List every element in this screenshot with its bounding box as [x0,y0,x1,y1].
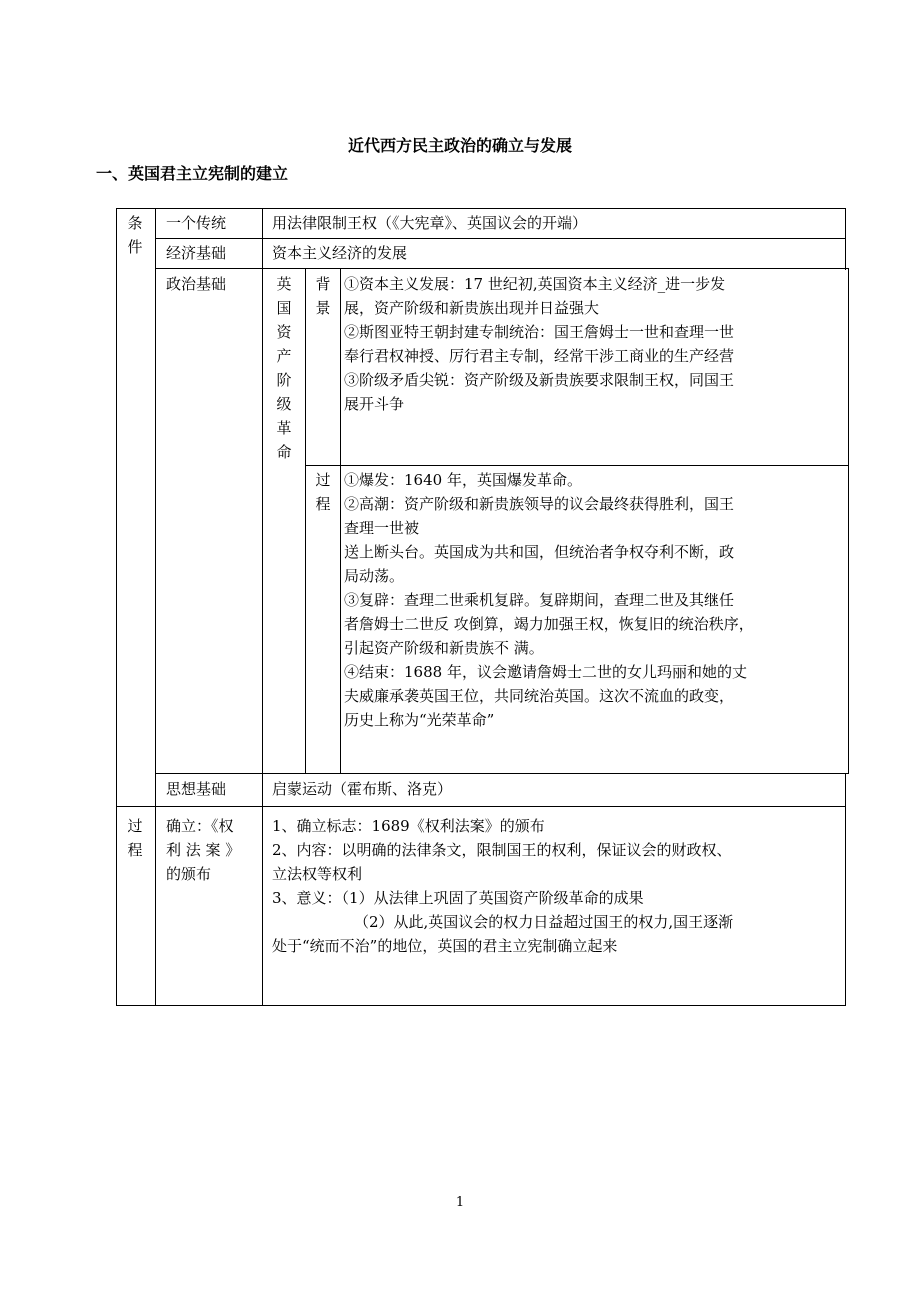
bill-label-line: 的颁布 [166,865,212,883]
background-line: ②斯图亚特王朝封建专制统治：国王詹姆士一世和查理一世 [344,323,735,341]
background-line: ③阶级矛盾尖锐：资产阶级及新贵族要求限制王权，同国王 [344,371,735,389]
process-line: 局动荡。 [344,567,405,585]
background-line: ①资本主义发展：17 世纪初,英国资本主义经济_进一步发 [344,275,726,293]
process-label: 过程 [127,817,143,859]
bill-line: 处于“统而不治”的地位，英国的君主立宪制确立起来 [272,937,618,955]
bill-line: 2、内容：以明确的法律条文，限制国王的权利，保证议会的财政权、 [272,841,732,859]
tradition-content: 用法律限制王权（《大宪章》、英国议会的开端） [272,214,588,232]
background-line: 展开斗争 [344,395,405,413]
process-line: 夫威廉承袭英国王位，共同统治英国。这次不流血的政变， [344,687,735,705]
process-sub-label: 过程 [315,471,331,513]
process-line: ②高潮：资产阶级和新贵族领导的议会最终获得胜利，国王 [344,495,735,513]
process-content [344,468,754,732]
process-line: ③复辟：查理二世乘机复辟。复辟期间，查理二世及其继任 [344,591,735,609]
bill-line: 3、意义：（1）从法律上巩固了英国资产阶级革命的成果 [272,889,644,907]
section-heading: 一、英国君主立宪制的建立 [96,164,289,183]
bill-label-line: 确立：《权 [166,817,234,835]
economic-label: 经济基础 [166,244,227,262]
process-line: 送上断头台。英国成为共和国，但统治者争权夺利不断，政 [344,543,735,561]
background-line: 展，资产阶级和新贵族出现并日益强大 [344,299,600,317]
political-label: 政治基础 [166,275,227,293]
economic-content: 资本主义经济的发展 [272,244,408,262]
process-line: ④结束：1688 年，议会邀请詹姆士二世的女儿玛丽和她的丈 [344,663,747,681]
process-line: 者詹姆士二世反 攻倒算，竭力加强王权，恢复旧的统治秩序， [344,615,754,633]
bill-line: 立法权等权利 [272,865,363,883]
ideological-label: 思想基础 [166,780,227,798]
page-title: 近代西方民主政治的确立与发展 [347,136,572,155]
bill-of-rights-content [272,814,733,958]
bill-of-rights-label [166,814,240,886]
process-line: 历史上称为“光荣革命” [344,711,495,729]
tradition-label: 一个传统 [166,214,227,232]
background-line: 奉行君权神授、厉行君主专制，经常干涉工商业的生产经营 [344,347,735,365]
process-line: 引起资产阶级和新贵族不 满。 [344,639,544,657]
page-number: 1 [455,1195,465,1210]
process-line: 查理一世被 [344,519,420,537]
background-content [344,272,734,416]
conditions-label [126,211,144,259]
process-line: ①爆发：1640 年，英国爆发革命。 [344,471,582,489]
revolution-label: 英国资产阶级革命 [276,275,292,461]
bill-label-line: 利 法 案 》 [166,841,241,859]
bill-line: （2）从此,英国议会的权力日益超过国王的权力,国王逐渐 [354,913,734,931]
bill-line: 1、确立标志：1689《权利法案》的颁布 [272,817,545,835]
ideological-content: 启蒙运动（霍布斯、洛克） [272,780,453,798]
background-label: 背景 [315,275,331,317]
conditions-label-text: 条件 [127,214,143,256]
